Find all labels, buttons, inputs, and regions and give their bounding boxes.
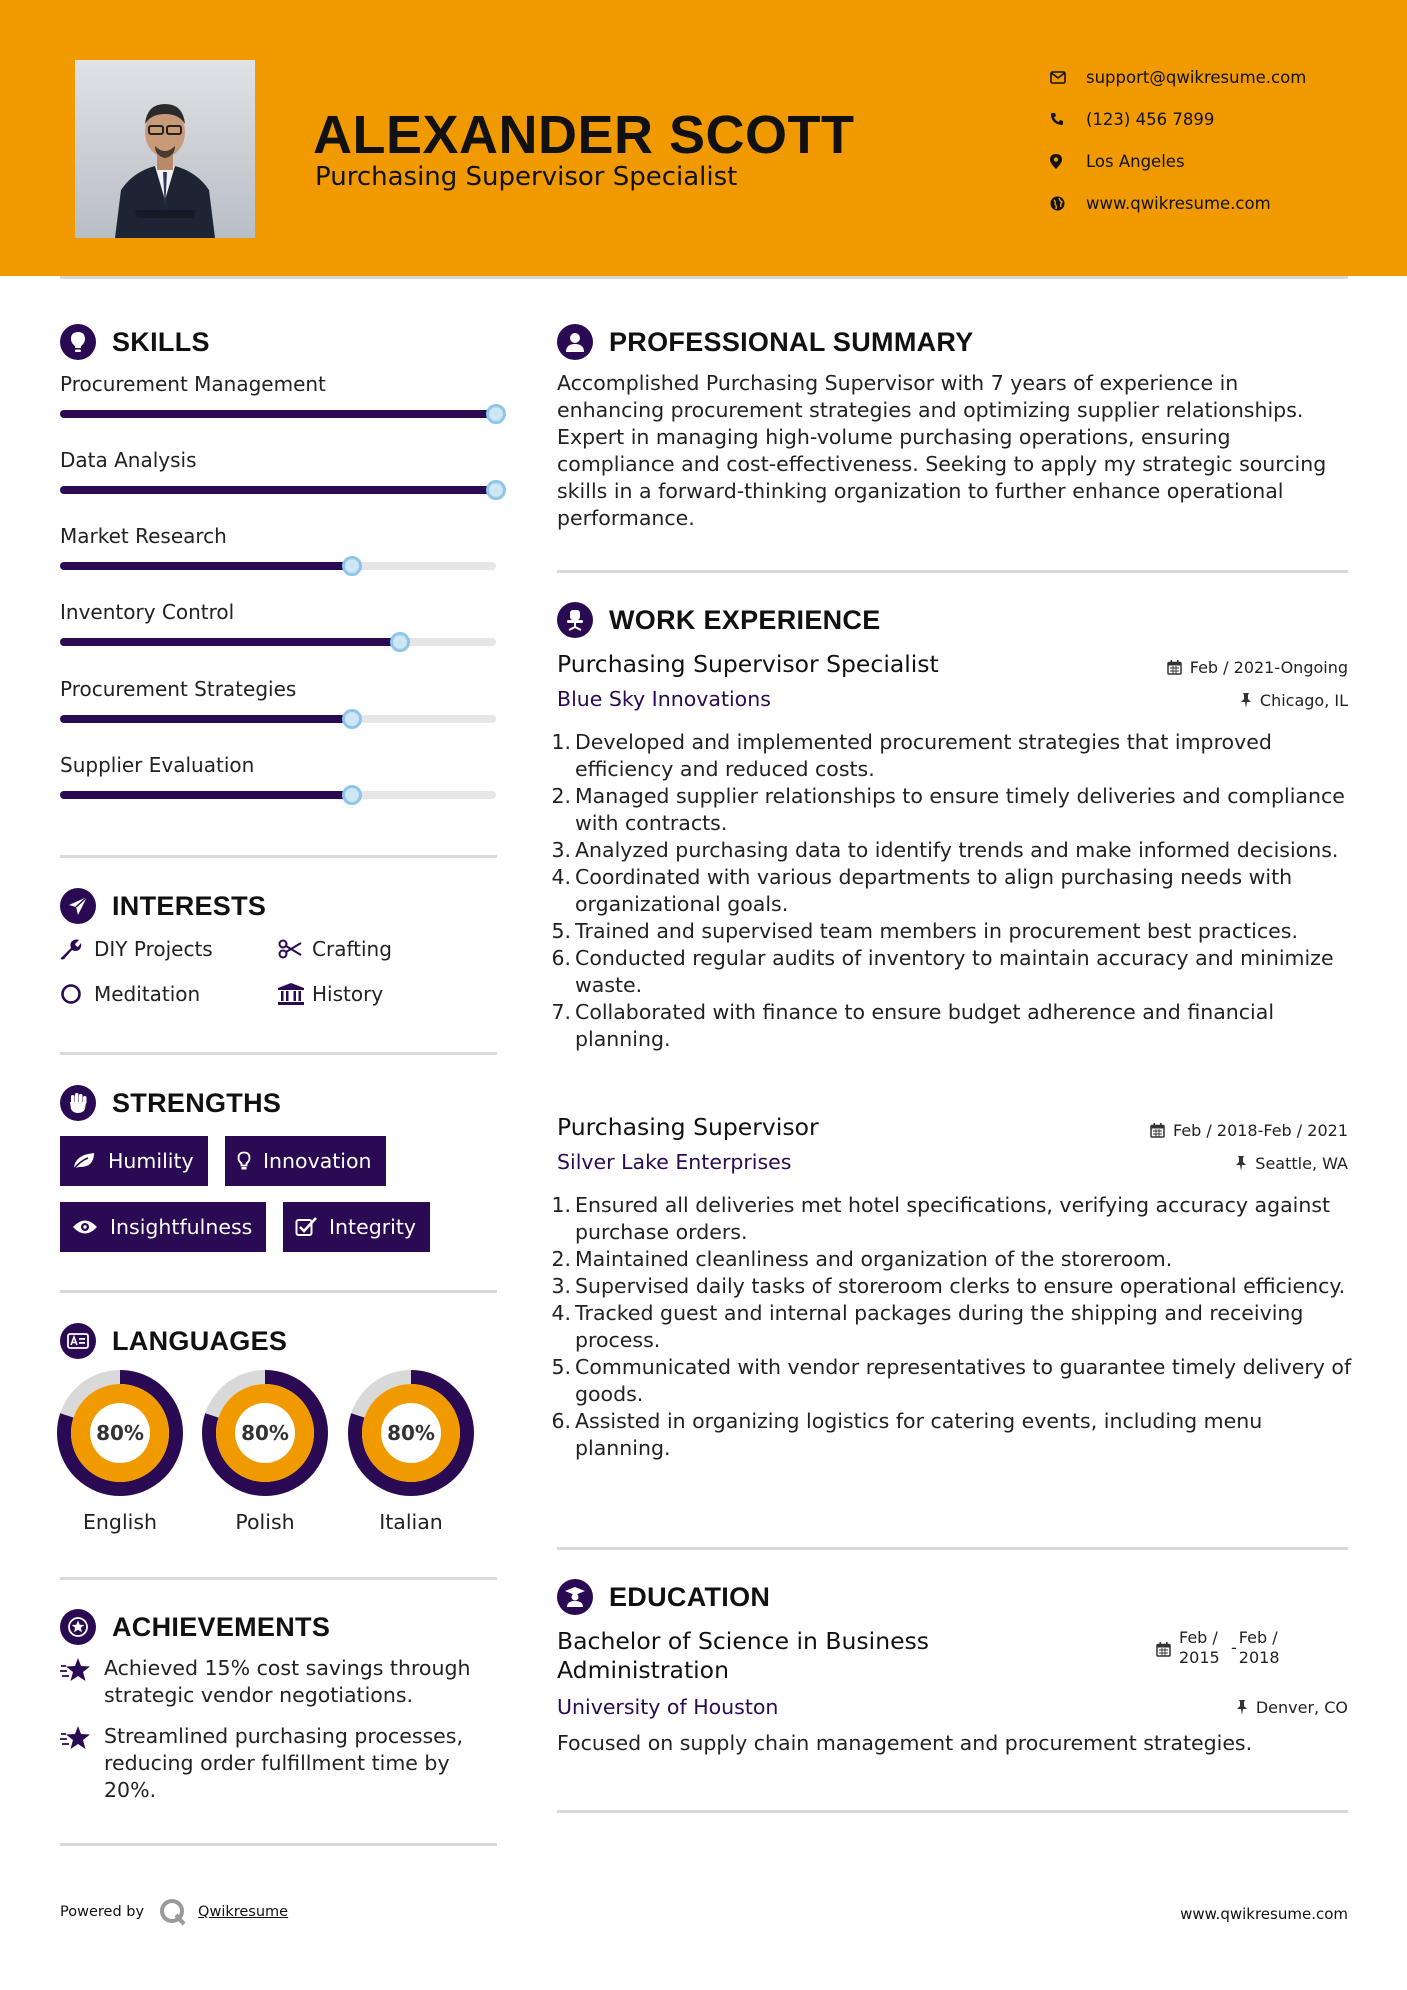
- job-dates: [1150, 1121, 1348, 1140]
- duty-text: Maintained cleanliness and organization of the storeroom.: [575, 1247, 1173, 1271]
- duty-text: Managed supplier relationships to ensure timely deliveries and compliance with contracts.: [575, 784, 1345, 835]
- job-duties-list: [551, 1192, 1355, 1462]
- duty-text: Coordinated with various departments to align purchasing needs with organizational goals.: [575, 865, 1293, 916]
- skill-label: Data Analysis: [60, 448, 197, 472]
- duty-number: 1.: [551, 730, 571, 754]
- interests-title: INTERESTS: [112, 890, 267, 921]
- duty-item: [551, 837, 1355, 864]
- pin-icon: [1236, 1700, 1248, 1715]
- summary-text: Accomplished Purchasing Supervisor with 7 years of experience in enhancing procurement strategies and optimizing supplier relationships. Expert in managing high-volume purchasing operations, ensuring compliance and cost-effectiveness. Seeking to apply my strategic sourcing skills in a forward-thinking organization to further enhance operational performance.: [557, 371, 1327, 530]
- language-percent: 80%: [96, 1421, 144, 1445]
- section-divider: [60, 1843, 497, 1846]
- checkbox-icon: [295, 1217, 317, 1237]
- skill-bar-knob: [390, 632, 410, 652]
- wrench-icon: [60, 938, 94, 960]
- skill-bar: [60, 562, 496, 570]
- contact-location: [1050, 140, 1306, 182]
- education-start: [1179, 1628, 1231, 1668]
- strengths-title: STRENGTHS: [112, 1087, 282, 1118]
- duty-item: [551, 783, 1355, 837]
- pin-icon: [1235, 1156, 1247, 1171]
- profile-photo: [75, 60, 255, 238]
- job-location: [1235, 1154, 1348, 1173]
- education-end-month: Feb /: [1238, 1628, 1278, 1647]
- duty-number: 6.: [551, 946, 571, 970]
- duty-text: Trained and supervised team members in procurement best practices.: [575, 919, 1298, 943]
- eye-icon: [72, 1219, 98, 1235]
- skill-bar-knob: [342, 785, 362, 805]
- language-name: English: [82, 1510, 158, 1534]
- language-ring: [202, 1370, 328, 1496]
- contact-website-text: www.qwikresume.com: [1086, 193, 1271, 213]
- job-dates: [1167, 658, 1348, 677]
- strength-badge: [283, 1202, 430, 1252]
- skill-bar: [60, 791, 496, 799]
- skill-label: Procurement Management: [60, 372, 326, 396]
- calendar-icon: [1156, 1642, 1171, 1661]
- interest-label: History: [312, 982, 384, 1006]
- duty-item: [551, 1273, 1355, 1300]
- skill-bar-fill: [60, 410, 496, 418]
- achievement-item: [60, 1723, 500, 1804]
- skill-item: [60, 600, 500, 646]
- education-start-year: 2015: [1179, 1648, 1220, 1667]
- language-name: Polish: [235, 1510, 295, 1534]
- star-badge-icon: [60, 1609, 96, 1645]
- skill-label: Inventory Control: [60, 600, 235, 624]
- skill-bar-knob: [342, 709, 362, 729]
- education-end-year: 2018: [1238, 1648, 1280, 1667]
- pin-icon: [1240, 693, 1252, 708]
- candidate-title: Purchasing Supervisor Specialist: [315, 162, 738, 192]
- section-divider: [557, 570, 1348, 573]
- duty-item: [551, 999, 1355, 1053]
- contact-website[interactable]: [1050, 182, 1306, 224]
- duty-text: Assisted in organizing logistics for catering events, including menu planning.: [575, 1409, 1263, 1460]
- skill-bar-knob: [486, 404, 506, 424]
- job-company: Blue Sky Innovations: [557, 687, 771, 711]
- duty-item: [551, 1246, 1355, 1273]
- museum-icon: [278, 983, 312, 1005]
- skill-item: [60, 524, 500, 570]
- job-title: Purchasing Supervisor Specialist: [557, 650, 939, 678]
- duty-item: [551, 1354, 1355, 1408]
- interest-item: [278, 937, 392, 961]
- duty-number: 2.: [551, 784, 571, 808]
- section-divider: [60, 855, 497, 858]
- education-title: EDUCATION: [609, 1581, 771, 1612]
- skill-label: Supplier Evaluation: [60, 753, 255, 777]
- contact-list: [1050, 56, 1306, 224]
- globe-icon: [1050, 196, 1086, 211]
- duty-number: 4.: [551, 1301, 571, 1325]
- duty-number: 3.: [551, 1274, 571, 1298]
- language-item: [348, 1370, 474, 1534]
- duty-number: 2.: [551, 1247, 571, 1271]
- skill-bar-fill: [60, 486, 496, 494]
- envelope-icon: [1050, 71, 1086, 84]
- contact-phone-text: (123) 456 7899: [1086, 109, 1215, 129]
- education-heading: [557, 1579, 770, 1615]
- education-end: [1239, 1628, 1280, 1668]
- duty-item: [551, 1192, 1355, 1246]
- education-start-month: Feb /: [1179, 1628, 1218, 1647]
- interest-item: [60, 982, 200, 1006]
- duty-text: Supervised daily tasks of storeroom clerks to ensure operational efficiency.: [575, 1274, 1346, 1298]
- contact-email[interactable]: [1050, 56, 1306, 98]
- duty-item: [551, 1300, 1355, 1354]
- star-icon: [60, 1723, 104, 1804]
- skills-heading: [60, 324, 210, 360]
- strengths-heading: [60, 1085, 281, 1121]
- job-dates-text: Feb / 2021-Ongoing: [1189, 658, 1348, 677]
- office-chair-icon: [557, 602, 593, 638]
- language-name: Italian: [379, 1510, 443, 1534]
- duty-number: 6.: [551, 1409, 571, 1433]
- strength-label: Innovation: [263, 1149, 372, 1173]
- interest-item: [278, 982, 383, 1006]
- header-divider: [60, 276, 1348, 279]
- contact-location-text: Los Angeles: [1086, 151, 1185, 171]
- interest-label: DIY Projects: [94, 937, 213, 961]
- job-duties-list: [551, 729, 1355, 1053]
- job-title: Purchasing Supervisor: [557, 1113, 819, 1141]
- leaf-icon: [72, 1151, 96, 1171]
- brand-link[interactable]: Qwikresume: [198, 1904, 289, 1920]
- powered-by-label: Powered by: [60, 1904, 145, 1920]
- phone-icon: [1050, 112, 1086, 126]
- duty-item: [551, 945, 1355, 999]
- lightbulb-icon: [60, 324, 96, 360]
- circle-icon: [60, 983, 94, 1005]
- skills-title: SKILLS: [112, 326, 210, 357]
- skill-bar-fill: [60, 715, 352, 723]
- duty-text: Ensured all deliveries met hotel specifications, verifying accuracy against purchase orders.: [575, 1193, 1331, 1244]
- achievements-title: ACHIEVEMENTS: [112, 1611, 331, 1642]
- degree-title: [557, 1627, 929, 1685]
- language-item: [57, 1370, 183, 1534]
- language-item: [202, 1370, 328, 1534]
- job-location-text: Seattle, WA: [1255, 1154, 1348, 1173]
- contact-phone[interactable]: [1050, 98, 1306, 140]
- skill-bar: [60, 638, 496, 646]
- job-location-text: Chicago, IL: [1259, 691, 1348, 710]
- skill-item: [60, 753, 500, 799]
- experience-heading: [557, 602, 881, 638]
- degree-line: Bachelor of Science in Business: [557, 1627, 930, 1655]
- candidate-name: ALEXANDER SCOTT: [313, 105, 855, 165]
- achievements-heading: [60, 1609, 330, 1645]
- section-divider: [60, 1052, 497, 1055]
- skill-bar-knob: [342, 556, 362, 576]
- language-percent: 80%: [387, 1421, 435, 1445]
- skill-bar: [60, 410, 496, 418]
- achievement-text: Streamlined purchasing processes, reducing order fulfillment time by 20%.: [104, 1724, 463, 1802]
- duty-number: 3.: [551, 838, 571, 862]
- star-icon: [60, 1655, 104, 1709]
- qwikresume-logo-icon: [158, 1897, 188, 1927]
- duty-item: [551, 1408, 1355, 1462]
- section-divider: [60, 1290, 497, 1293]
- education-description: Focused on supply chain management and procurement strategies.: [557, 1731, 1253, 1755]
- duty-text: Developed and implemented procurement strategies that improved efficiency and reduced costs.: [575, 730, 1272, 781]
- footer-powered-by: [60, 1897, 288, 1927]
- map-pin-icon: [1050, 154, 1086, 169]
- education-dates: [1156, 1628, 1280, 1668]
- fist-icon: [60, 1085, 96, 1121]
- strength-label: Insightfulness: [110, 1215, 253, 1239]
- experience-title: WORK EXPERIENCE: [609, 604, 881, 635]
- skill-item: [60, 448, 500, 494]
- duty-number: 5.: [551, 1355, 571, 1379]
- job-dates-text: Feb / 2018-Feb / 2021: [1173, 1121, 1348, 1140]
- duty-text: Conducted regular audits of inventory to maintain accuracy and minimize waste.: [575, 946, 1334, 997]
- school-name: University of Houston: [557, 1695, 779, 1719]
- skill-bar-fill: [60, 562, 352, 570]
- duty-text: Analyzed purchasing data to identify trends and make informed decisions.: [575, 838, 1339, 862]
- graduate-icon: [557, 1579, 593, 1615]
- paper-plane-icon: [60, 888, 96, 924]
- skill-bar-knob: [486, 480, 506, 500]
- achievement-item: [60, 1655, 500, 1709]
- interest-label: Crafting: [312, 937, 392, 961]
- duty-number: 5.: [551, 919, 571, 943]
- section-divider: [557, 1547, 1348, 1550]
- strength-badge: [60, 1136, 208, 1186]
- duty-text: Tracked guest and internal packages during the shipping and receiving process.: [575, 1301, 1304, 1352]
- skill-bar: [60, 715, 496, 723]
- contact-email-text: support@qwikresume.com: [1086, 67, 1307, 87]
- interests-heading: [60, 888, 266, 924]
- footer-url[interactable]: www.qwikresume.com: [1180, 1905, 1348, 1923]
- duty-item: [551, 864, 1355, 918]
- interest-label: Meditation: [94, 982, 201, 1006]
- job-location: [1240, 691, 1348, 710]
- languages-heading: [60, 1323, 287, 1359]
- section-divider: [557, 1810, 1348, 1813]
- skill-item: [60, 372, 500, 418]
- skill-bar-fill: [60, 791, 352, 799]
- skill-label: Procurement Strategies: [60, 677, 297, 701]
- language-ring: [57, 1370, 183, 1496]
- duty-number: 1.: [551, 1193, 571, 1217]
- strength-label: Integrity: [329, 1215, 416, 1239]
- language-percent: 80%: [241, 1421, 289, 1445]
- degree-line: Administration: [557, 1656, 729, 1684]
- summary-title: PROFESSIONAL SUMMARY: [609, 326, 974, 357]
- language-card-icon: [60, 1323, 96, 1359]
- strength-label: Humility: [108, 1149, 194, 1173]
- duty-text: Communicated with vendor representatives to guarantee timely delivery of goods.: [575, 1355, 1352, 1406]
- duty-item: [551, 918, 1355, 945]
- user-icon: [557, 324, 593, 360]
- skill-bar-fill: [60, 638, 400, 646]
- skill-label: Market Research: [60, 524, 227, 548]
- duty-number: 7.: [551, 1000, 571, 1024]
- calendar-icon: [1167, 660, 1182, 675]
- skill-item: [60, 677, 500, 723]
- summary-heading: [557, 324, 974, 360]
- education-date-dash: -: [1231, 1638, 1237, 1657]
- lightbulb-icon: [237, 1151, 251, 1171]
- duty-number: 4.: [551, 865, 571, 889]
- calendar-icon: [1150, 1123, 1165, 1138]
- interest-item: [60, 937, 213, 961]
- scissors-icon: [278, 939, 312, 959]
- skill-bar: [60, 486, 496, 494]
- duty-item: [551, 729, 1355, 783]
- achievement-text: Achieved 15% cost savings through strategic vendor negotiations.: [104, 1656, 471, 1707]
- job-company: Silver Lake Enterprises: [557, 1150, 792, 1174]
- duty-text: Collaborated with finance to ensure budget adherence and financial planning.: [575, 1000, 1275, 1051]
- strength-badge: [60, 1202, 266, 1252]
- strength-badge: [225, 1136, 386, 1186]
- education-location-text: Denver, CO: [1255, 1698, 1348, 1717]
- languages-title: LANGUAGES: [112, 1325, 288, 1356]
- language-ring: [348, 1370, 474, 1496]
- section-divider: [60, 1577, 497, 1580]
- education-location: [1236, 1698, 1348, 1717]
